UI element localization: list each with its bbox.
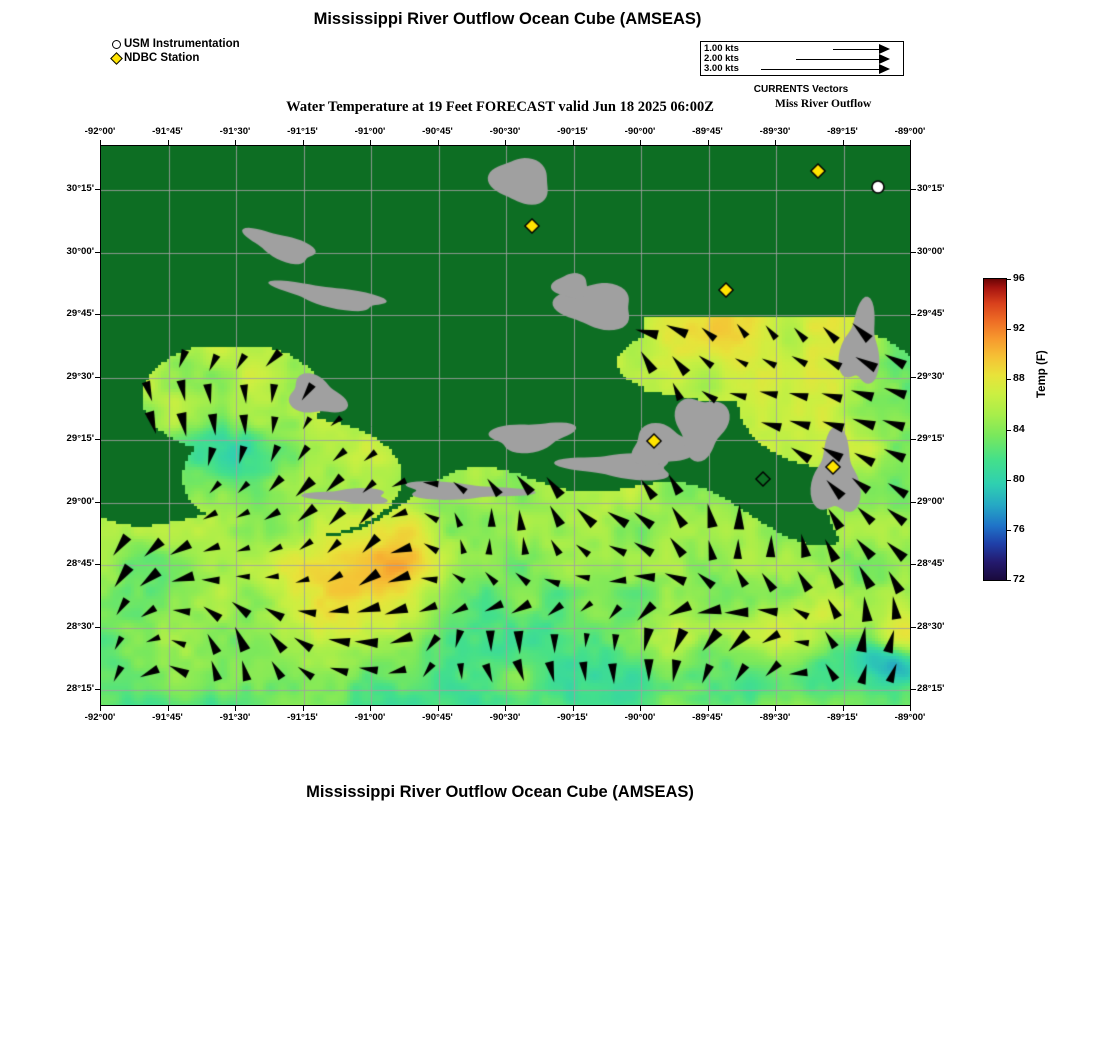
x-tick-mark	[573, 706, 574, 711]
y-tick-label: 28°30'	[66, 620, 94, 632]
legend-label-usm: USM Instrumentation	[124, 38, 240, 50]
y-tick-mark	[911, 189, 916, 190]
currents-vector-key	[700, 41, 904, 76]
x-tick-mark	[438, 706, 439, 711]
y-tick-label: 30°00'	[66, 245, 94, 257]
x-tick-label: -89°00'	[894, 712, 926, 723]
x-tick-label: -89°15'	[827, 126, 858, 137]
x-tick-label: -90°15'	[557, 712, 588, 723]
currents-key-row-3	[701, 64, 903, 75]
y-tick-mark	[911, 252, 916, 253]
x-tick-label: -92°00'	[84, 126, 116, 137]
x-tick-mark	[843, 706, 844, 711]
y-tick-label: 29°15'	[917, 433, 945, 444]
x-tick-label: -89°15'	[827, 712, 858, 723]
map-canvas[interactable]	[101, 146, 911, 706]
y-tick-mark	[911, 502, 916, 503]
x-tick-label: -91°30'	[219, 712, 251, 723]
x-tick-mark	[100, 706, 101, 711]
legend-item-ndbc	[108, 51, 240, 65]
y-tick-label: 29°45'	[917, 308, 945, 319]
currents-key-label-2: 2.00 kts	[704, 53, 739, 64]
x-tick-label: -91°45'	[152, 712, 183, 723]
y-tick-mark	[911, 439, 916, 440]
x-tick-label: -90°45'	[422, 126, 453, 137]
currents-key-arrow-3	[879, 64, 890, 74]
x-tick-label: -89°45'	[692, 126, 723, 137]
legend-label-ndbc: NDBC Station	[124, 52, 200, 64]
currents-key-line-1	[833, 49, 879, 50]
y-tick-label: 29°00'	[917, 495, 945, 507]
colorbar-title: Temp (F)	[1036, 350, 1048, 398]
x-tick-mark	[910, 706, 911, 711]
x-tick-label: -91°00'	[354, 126, 386, 137]
x-tick-mark	[303, 706, 304, 711]
y-tick-label: 29°30'	[917, 370, 945, 382]
x-tick-mark	[505, 706, 506, 711]
x-tick-mark	[168, 706, 169, 711]
currents-key-line-3	[761, 69, 879, 70]
y-tick-mark	[911, 627, 916, 628]
x-tick-label: -91°45'	[152, 126, 183, 137]
colorbar-tick-label: 96	[1013, 272, 1025, 284]
x-tick-label: -91°15'	[287, 126, 318, 137]
y-tick-label: 28°45'	[66, 558, 94, 569]
colorbar-tick-label: 92	[1013, 322, 1025, 335]
currents-key-caption: CURRENTS Vectors	[753, 84, 849, 95]
map-plot-area[interactable]	[100, 145, 911, 706]
currents-key-line-2	[796, 59, 879, 60]
chart-subtitle: Water Temperature at 19 Feet FORECAST valid Jun 18 2025 06:00Z	[286, 99, 714, 115]
usm-circle-icon	[108, 37, 124, 51]
x-tick-label: -90°00'	[624, 712, 656, 723]
x-tick-label: -92°00'	[84, 712, 116, 723]
x-tick-mark	[370, 706, 371, 711]
y-tick-mark	[911, 314, 916, 315]
colorbar	[983, 278, 1007, 581]
ndbc-diamond-icon	[108, 51, 124, 65]
x-tick-label: -91°00'	[354, 712, 386, 723]
y-tick-label: 30°00'	[917, 245, 945, 257]
x-tick-label: -90°15'	[557, 126, 588, 137]
miss-river-outflow-label: Miss River Outflow	[775, 98, 872, 110]
x-tick-label: -89°30'	[759, 126, 791, 137]
x-tick-label: -90°30'	[489, 126, 521, 137]
y-tick-label: 30°15'	[917, 183, 945, 194]
colorbar-tick-label: 88	[1013, 372, 1025, 385]
page-title: Mississippi River Outflow Ocean Cube (AMSEAS)	[313, 10, 702, 28]
y-tick-mark	[911, 377, 916, 378]
y-tick-label: 29°30'	[66, 370, 94, 382]
currents-key-arrow-2	[879, 54, 890, 64]
y-tick-mark	[911, 564, 916, 565]
y-tick-label: 28°15'	[66, 683, 94, 694]
x-tick-label: -90°30'	[489, 712, 521, 723]
x-tick-label: -90°45'	[422, 712, 453, 723]
currents-key-arrow-1	[879, 44, 890, 54]
footer-title: Mississippi River Outflow Ocean Cube (AMSEAS)	[306, 783, 694, 801]
y-tick-mark	[911, 689, 916, 690]
y-tick-label: 29°45'	[66, 308, 94, 319]
x-tick-mark	[235, 706, 236, 711]
currents-key-label-3: 3.00 kts	[704, 63, 739, 74]
y-tick-label: 28°30'	[917, 620, 945, 632]
colorbar-tick-label: 84	[1013, 422, 1025, 435]
colorbar-tick-label: 72	[1013, 573, 1025, 585]
y-tick-label: 28°15'	[917, 683, 945, 694]
x-tick-mark	[708, 706, 709, 711]
x-tick-label: -89°30'	[759, 712, 791, 723]
x-tick-label: -91°30'	[219, 126, 251, 137]
y-tick-label: 30°15'	[66, 183, 94, 194]
y-tick-label: 29°15'	[66, 433, 94, 444]
legend-item-usm	[108, 37, 240, 51]
y-tick-label: 28°45'	[917, 558, 945, 569]
x-tick-mark	[640, 706, 641, 711]
y-tick-label: 29°00'	[66, 495, 94, 507]
map-legend	[108, 37, 240, 65]
x-tick-label: -89°45'	[692, 712, 723, 723]
colorbar-tick-label: 76	[1013, 522, 1025, 535]
x-tick-label: -89°00'	[894, 126, 926, 137]
x-tick-label: -90°00'	[624, 126, 656, 137]
colorbar-tick-label: 80	[1013, 472, 1025, 485]
x-tick-mark	[775, 706, 776, 711]
x-tick-label: -91°15'	[287, 712, 318, 723]
currents-key-label-1: 1.00 kts	[704, 43, 739, 54]
